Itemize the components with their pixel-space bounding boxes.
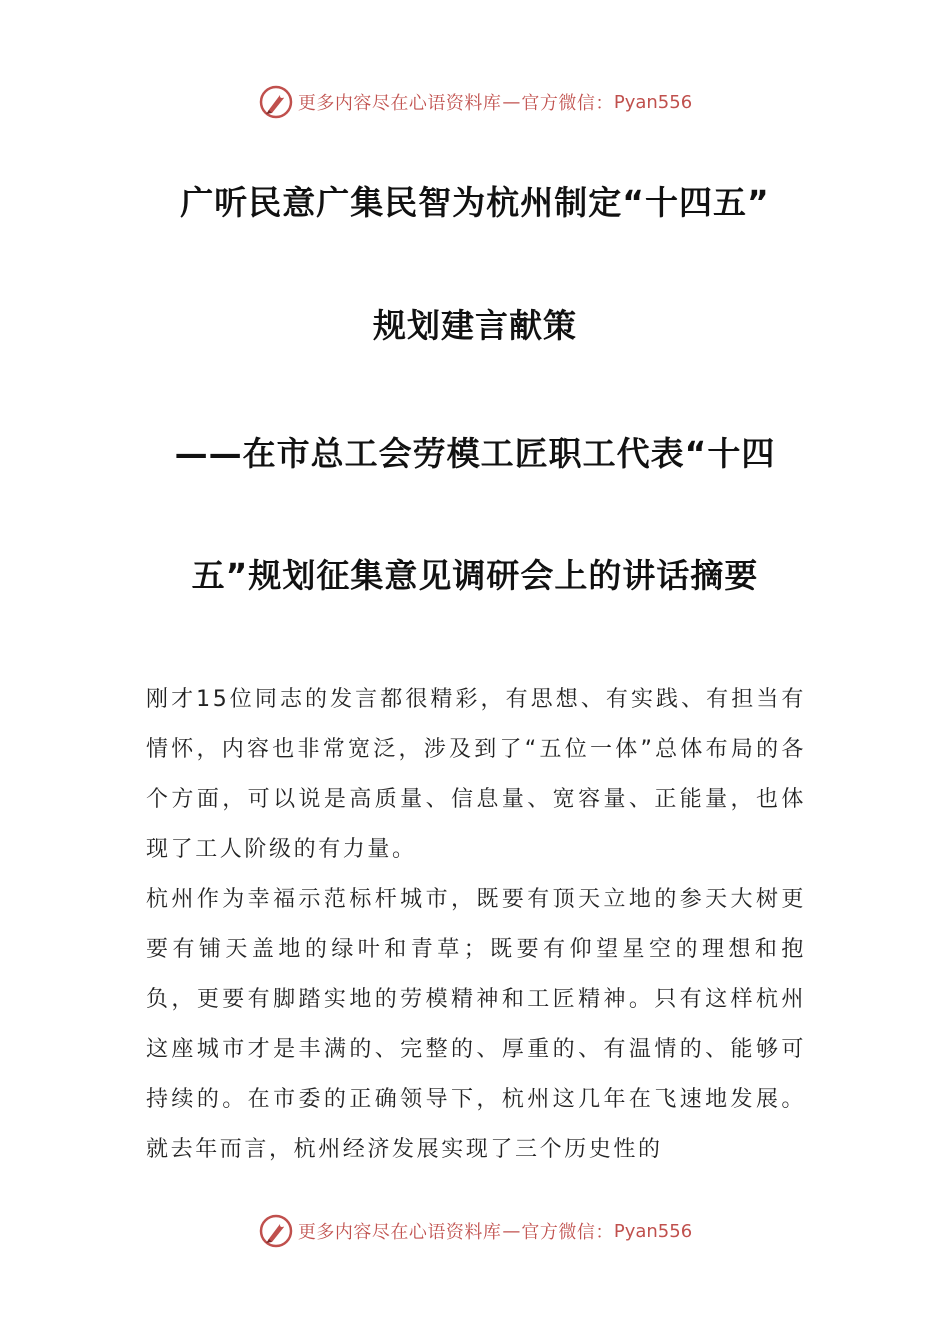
pen-nib-logo-icon (258, 84, 294, 120)
footer-banner (0, 1211, 950, 1251)
banner-account-label: 官方微信： (521, 1222, 614, 1243)
banner-dash: — (502, 1220, 521, 1242)
banner-account-id: Pyan556 (613, 1220, 693, 1242)
banner-main-text: 更多内容尽在心语资料库 (297, 93, 502, 114)
banner-dash: — (502, 91, 521, 113)
body-paragraph-2: 杭州作为幸福示范标杆城市，既要有顶天立地的参天大树更要有铺天盖地的绿叶和青草；既要有仰望星空的理想和抱负，更要有脚踏实地的劳模精神和工匠精神。只有这样杭州这座城市才是丰满的、完整的、厚重的、有温情的、能够可持续的。在市委的正确领导下，杭州这几年在飞速地发展。就去年而言，杭州经济发展实现了三个历史性的 (146, 887, 806, 1162)
body-paragraph-1: 刚才15位同志的发言都很精彩，有思想、有实践、有担当有情怀，内容也非常宽泛，涉及到了“五位一体”总体布局的各个方面，可以说是高质量、信息量、宽容量、正能量，也体现了工人阶级的有力量。 (146, 687, 806, 862)
header-banner (0, 82, 950, 122)
banner-account-label: 官方微信： (521, 93, 614, 114)
subtitle-line-2: 五”规划征集意见调研会上的讲话摘要 (191, 556, 759, 595)
pen-nib-logo-icon (258, 1213, 294, 1249)
subtitle-line-1: ——在市总工会劳模工匠职工代表“十四 (174, 434, 776, 473)
title-line-1: 广听民意广集民智为杭州制定“十四五” (180, 183, 770, 222)
title-line-2: 规划建言献策 (373, 306, 577, 345)
banner-main-text: 更多内容尽在心语资料库 (297, 1222, 502, 1243)
banner-account-id: Pyan556 (613, 91, 693, 113)
